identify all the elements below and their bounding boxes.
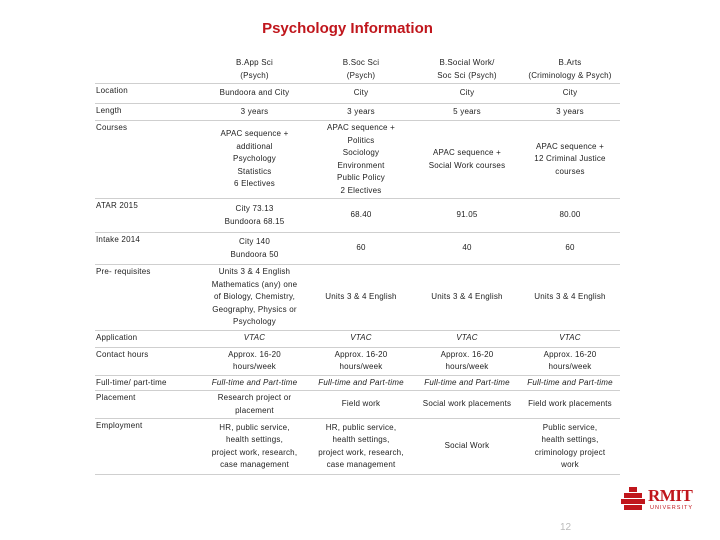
table-cell: Approx. 16-20 hours/week bbox=[308, 347, 414, 375]
row-label: Length bbox=[95, 104, 201, 121]
table-cell: 68.40 bbox=[308, 199, 414, 233]
table-cell: VTAC bbox=[201, 330, 308, 347]
table-cell: City 140 Bundoora 50 bbox=[201, 233, 308, 265]
table-row bbox=[95, 84, 620, 104]
table-row bbox=[95, 419, 620, 475]
table-cell: City bbox=[414, 84, 520, 104]
table-cell: VTAC bbox=[414, 330, 520, 347]
table-cell: APAC sequence + 12 Criminal Justice courses bbox=[520, 121, 620, 199]
table-cell: APAC sequence + Politics Sociology Environment Public Policy 2 Electives bbox=[308, 121, 414, 199]
table-cell: Approx. 16-20 hours/week bbox=[201, 347, 308, 375]
table-cell: Public service, health settings, criminology project work bbox=[520, 419, 620, 475]
table-row bbox=[95, 199, 620, 233]
table-cell: VTAC bbox=[308, 330, 414, 347]
table-cell: 80.00 bbox=[520, 199, 620, 233]
table-cell: Units 3 & 4 English Mathematics (any) one of Biology, Chemistry, Geography, Physics or Psychology bbox=[201, 265, 308, 331]
row-label: Pre- requisites bbox=[95, 265, 201, 331]
table-cell: APAC sequence + additional Psychology Statistics 6 Electives bbox=[201, 121, 308, 199]
rmit-logo bbox=[620, 484, 710, 514]
table-row bbox=[95, 347, 620, 375]
table-cell: 40 bbox=[414, 233, 520, 265]
table-cell: 3 years bbox=[308, 104, 414, 121]
table-row bbox=[95, 330, 620, 347]
row-label: Contact hours bbox=[95, 347, 201, 375]
table-cell: 60 bbox=[520, 233, 620, 265]
rmit-logo-text: RMIT bbox=[648, 486, 693, 505]
table-cell: City bbox=[308, 84, 414, 104]
table-cell: Bundoora and City bbox=[201, 84, 308, 104]
table-cell: Approx. 16-20 hours/week bbox=[414, 347, 520, 375]
header-cell-barts: B.Arts (Criminology & Psych) bbox=[520, 56, 620, 84]
row-label: Placement bbox=[95, 391, 201, 419]
page-number: 12 bbox=[560, 522, 572, 533]
table-row bbox=[95, 233, 620, 265]
table-cell: HR, public service, health settings, project work, research, case management bbox=[201, 419, 308, 475]
header-cell-bappsci: B.App Sci (Psych) bbox=[201, 56, 308, 84]
table-cell: Units 3 & 4 English bbox=[414, 265, 520, 331]
table-cell: Full-time and Part-time bbox=[201, 375, 308, 391]
table-cell: Full-time and Part-time bbox=[414, 375, 520, 391]
row-label: Courses bbox=[95, 121, 201, 199]
row-label: Application bbox=[95, 330, 201, 347]
table-row bbox=[95, 391, 620, 419]
table-cell: 3 years bbox=[520, 104, 620, 121]
row-label: ATAR 2015 bbox=[95, 199, 201, 233]
psychology-info-table bbox=[95, 56, 620, 475]
table-cell: City bbox=[520, 84, 620, 104]
rmit-logo-subtitle: UNIVERSITY bbox=[650, 505, 694, 511]
table-cell: Units 3 & 4 English bbox=[308, 265, 414, 331]
table-cell: 91.05 bbox=[414, 199, 520, 233]
header-cell-bsocialwork: B.Social Work/ Soc Sci (Psych) bbox=[414, 56, 520, 84]
table-row bbox=[95, 104, 620, 121]
header-cell-empty bbox=[95, 56, 201, 84]
row-label: Intake 2014 bbox=[95, 233, 201, 265]
table-cell: 5 years bbox=[414, 104, 520, 121]
table-cell: Approx. 16-20 hours/week bbox=[520, 347, 620, 375]
table-cell: Field work placements bbox=[520, 391, 620, 419]
table-cell: Full-time and Part-time bbox=[308, 375, 414, 391]
table-cell: 60 bbox=[308, 233, 414, 265]
page-title: Psychology Information bbox=[262, 20, 433, 37]
table-row bbox=[95, 121, 620, 199]
table-cell: Field work bbox=[308, 391, 414, 419]
table-cell: VTAC bbox=[520, 330, 620, 347]
row-label: Full-time/ part-time bbox=[95, 375, 201, 391]
table-cell: City 73.13 Bundoora 68.15 bbox=[201, 199, 308, 233]
table-cell: Units 3 & 4 English bbox=[520, 265, 620, 331]
table-cell: HR, public service, health settings, project work, research, case management bbox=[308, 419, 414, 475]
table-row bbox=[95, 265, 620, 331]
table-cell: APAC sequence + Social Work courses bbox=[414, 121, 520, 199]
table-cell: Research project or placement bbox=[201, 391, 308, 419]
row-label: Employment bbox=[95, 419, 201, 475]
row-label: Location bbox=[95, 84, 201, 104]
table-cell: 3 years bbox=[201, 104, 308, 121]
header-row bbox=[95, 56, 620, 84]
rmit-logo-mark-icon bbox=[620, 486, 646, 512]
table-row bbox=[95, 375, 620, 391]
table-cell: Social work placements bbox=[414, 391, 520, 419]
header-cell-bsocsci: B.Soc Sci (Psych) bbox=[308, 56, 414, 84]
table-cell: Full-time and Part-time bbox=[520, 375, 620, 391]
table-cell: Social Work bbox=[414, 419, 520, 475]
